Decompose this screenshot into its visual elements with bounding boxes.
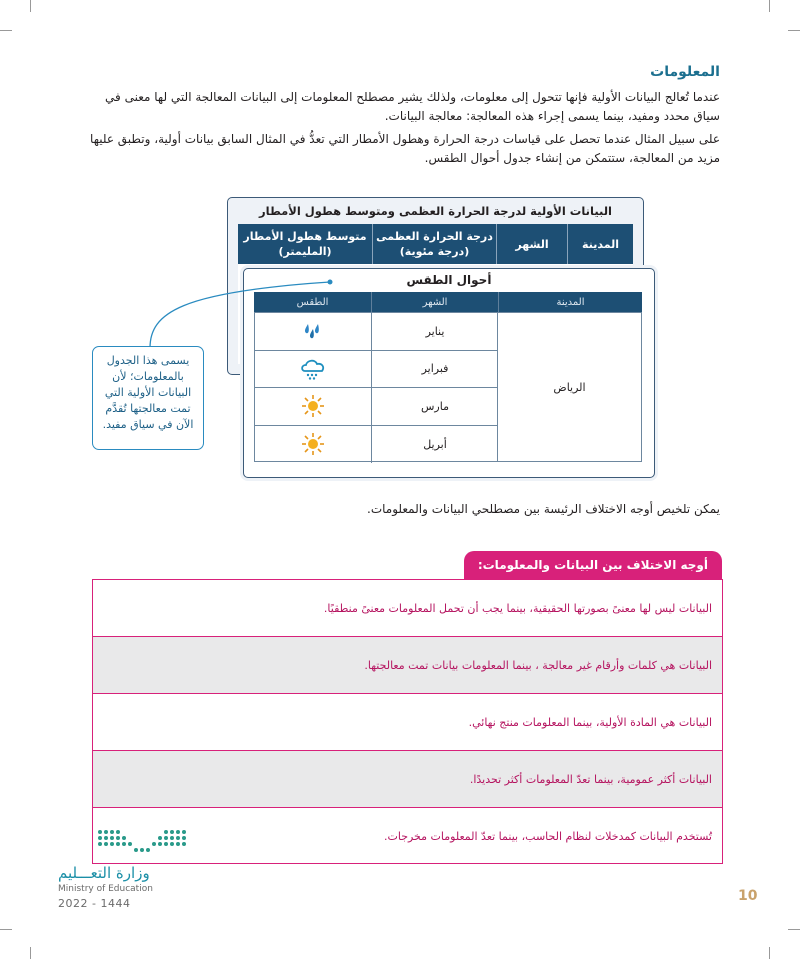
list-item: تُستخدم البيانات كمدخلات لنظام الحاسب، بينما تعدّ المعلومات مخرجات. <box>383 830 712 843</box>
sun-icon <box>301 432 325 456</box>
list-item: البيانات ليس لها معنىً بصورتها الحقيقية، بينما يجب أن تحمل المعلومات معنىً منطقيًا. <box>93 580 722 637</box>
city-cell: الرياض <box>497 313 641 461</box>
sun-icon <box>301 394 325 418</box>
edition-year: 2022 - 1444 <box>58 897 131 910</box>
crop-mark <box>788 929 800 930</box>
raw-header-city: المدينة <box>567 224 633 264</box>
month-cell: مارس <box>371 388 498 425</box>
rain-cloud-icon <box>298 357 328 381</box>
summary-text: يمكن تلخيص أوجه الاختلاف الرئيسة بين مصطلحي البيانات والمعلومات. <box>367 502 720 516</box>
crop-mark <box>30 0 31 12</box>
differences-title: أوجه الاختلاف بين البيانات والمعلومات: <box>464 551 722 579</box>
intro-paragraph: عندما تُعالج البيانات الأولية فإنها تتحول إلى معلومات، ولذلك يشير مصطلح المعلومات إلى البيانات المعالجة التي لها معنى في سياق محدد ومفيد، بينما يسمى إجراء هذه المعالجة: معالجة البيانات. <box>105 90 720 123</box>
crop-mark <box>0 30 12 31</box>
weather-header-city: المدينة <box>498 292 642 312</box>
raw-header-temperature: درجة الحرارة العظمى (درجة مئوية) <box>372 224 496 264</box>
weather-header-weather: الطقس <box>296 296 329 308</box>
section-title: المعلومات <box>650 64 720 80</box>
table-row <box>255 426 498 464</box>
differences-list <box>92 579 723 864</box>
crop-mark <box>769 0 770 12</box>
list-item: البيانات أكثر عمومية، بينما تعدّ المعلومات أكثر تحديدًا. <box>93 751 722 808</box>
raw-table-header <box>238 224 633 264</box>
crop-mark <box>0 929 12 930</box>
weather-table-title: أحوال الطقس <box>406 273 492 287</box>
list-item: البيانات هي المادة الأولية، بينما المعلومات منتج نهائي. <box>93 694 722 751</box>
raw-header-rainfall: متوسط هطول الأمطار (المليمتر) <box>243 230 367 258</box>
table-row <box>255 388 498 426</box>
example-paragraph: على سبيل المثال عندما تحصل على قياسات درجة الحرارة وهطول الأمطار التي تعدُّ في المثال السابق بيانات أولية، وتطبق عليها مزيد من المعالجة، ستتمكن من إنشاء جدول أحوال الطقس. <box>90 132 720 165</box>
ministry-name-ar: وزارة التعـــليم <box>58 864 150 882</box>
crop-mark <box>769 947 770 959</box>
ministry-logo-icon <box>96 826 192 860</box>
list-item: البيانات هي كلمات وأرقام غير معالجة ، بينما المعلومات بيانات تمت معالجتها. <box>93 637 722 694</box>
ministry-name-en: Ministry of Education <box>58 884 153 894</box>
raw-header-month: الشهر <box>496 224 567 264</box>
month-cell: يناير <box>371 313 498 350</box>
crop-mark <box>30 947 31 959</box>
table-row <box>255 351 498 389</box>
crop-mark <box>788 30 800 31</box>
raw-table-title: البيانات الأولية لدرجة الحرارة العظمى ومتوسط هطول الأمطار <box>259 204 612 218</box>
weather-header-month: الشهر <box>371 292 498 312</box>
callout-connector <box>140 278 340 350</box>
month-cell: أبريل <box>371 426 498 464</box>
page-number: 10 <box>738 888 758 904</box>
info-callout: يسمى هذا الجدول بالمعلومات؛ لأن البيانات الأولية التي تمت معالجتها تُقدَّم الآن في سياق مفيد. <box>92 346 204 450</box>
month-cell: فبراير <box>371 351 498 388</box>
